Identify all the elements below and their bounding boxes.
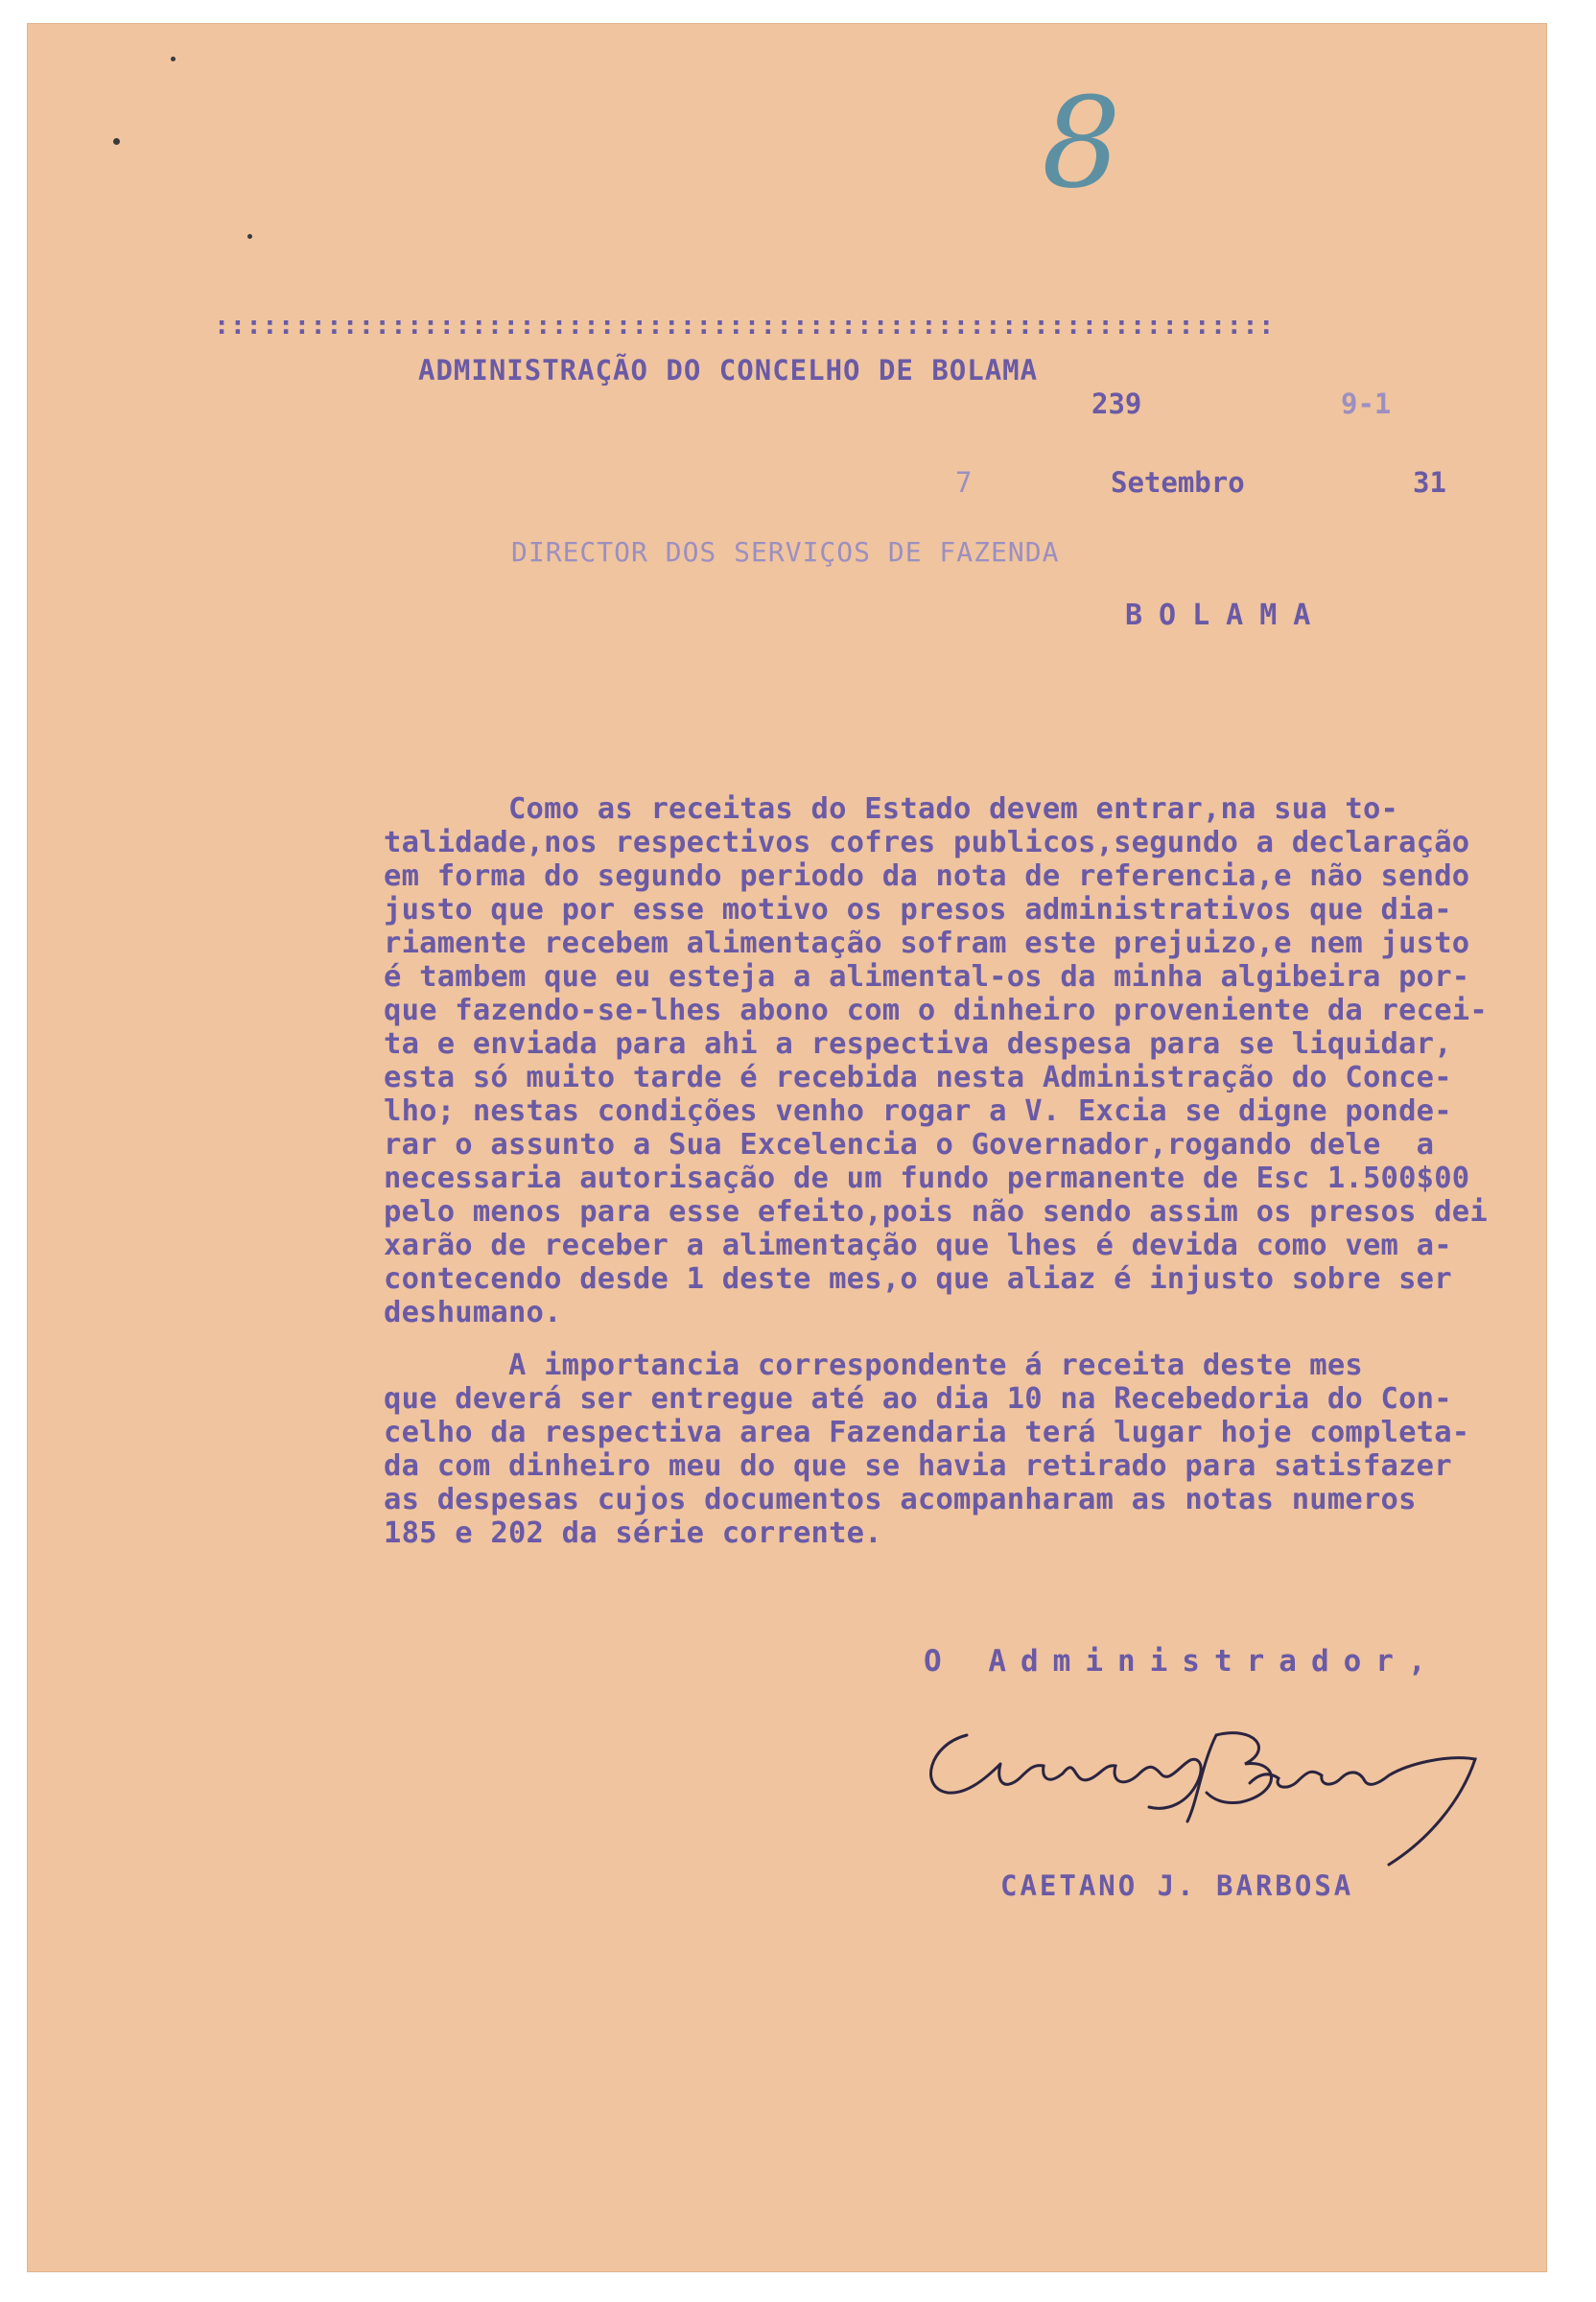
addressee-recipient: DIRECTOR DOS SERVIÇOS DE FAZENDA [511,536,1060,568]
reference-series: 9-1 [1341,388,1392,420]
reference-number: 239 [1091,388,1142,420]
folio-mark: 8 [1042,70,1121,216]
date-month: Setembro [1111,466,1245,499]
paper-speck [247,234,252,239]
addressee-city: BOLAMA [1125,599,1327,632]
header-rule: :::::::::::::::::::::::::::::::::::::::::::::::::::::::::::::::::: [214,311,1275,341]
date-day: 7 [955,466,973,499]
handwritten-signature [909,1697,1504,1869]
letter-sheet [27,23,1547,2272]
body-paragraph-1: Como as receitas do Estado devem entrar,na sua to- talidade,nos respectivos cofres publicos,segundo a declaração em forma do segundo periodo da nota de referencia,e não sendo justo que por esse motivo os presos administrativos que dia- riamente recebem alimentação sofram este prejuizo,e nem justo é tambem que eu esteja a alimental-os da minha algibeira por- que fazendo-se-lhes abono com o dinheiro proveniente da recei- ta e enviada para ahi a respectiva despesa para se liquidar, esta só muito tarde é recebida nesta Administração do Conce- lho; nestas condições venho rogar a V. Excia se digne ponde- rar o assunto a Sua Excelencia o Governador,rogando dele a necessaria autorisação de um fundo permanente de Esc 1.500$00 pelo menos para esse efeito,pois não sendo assim os presos dei xarão de receber a alimentação que lhes é devida como vem a- contecendo desde 1 deste mes,o que aliaz é injusto sobre ser deshumano. [384,792,1488,1329]
paper-speck [113,138,120,145]
paper-speck [171,57,176,61]
letterhead-title: ADMINISTRAÇÃO DO CONCELHO DE BOLAMA [418,354,1039,387]
body-paragraph-2: A importancia correspondente á receita deste mes que deverá ser entregue até ao dia 10 na Recebedoria do Con- celho da respectiva area Fazendaria terá lugar hoje completa- da com dinheiro meu do que se havia retirado para satisfazer as despesas cujos documentos acompanharam as notas numeros 185 e 202 da série corrente. [384,1349,1470,1550]
closing-title: O Administrador, [924,1644,1441,1679]
date-year: 31 [1413,466,1446,499]
signatory-name: CAETANO J. BARBOSA [1000,1869,1354,1902]
